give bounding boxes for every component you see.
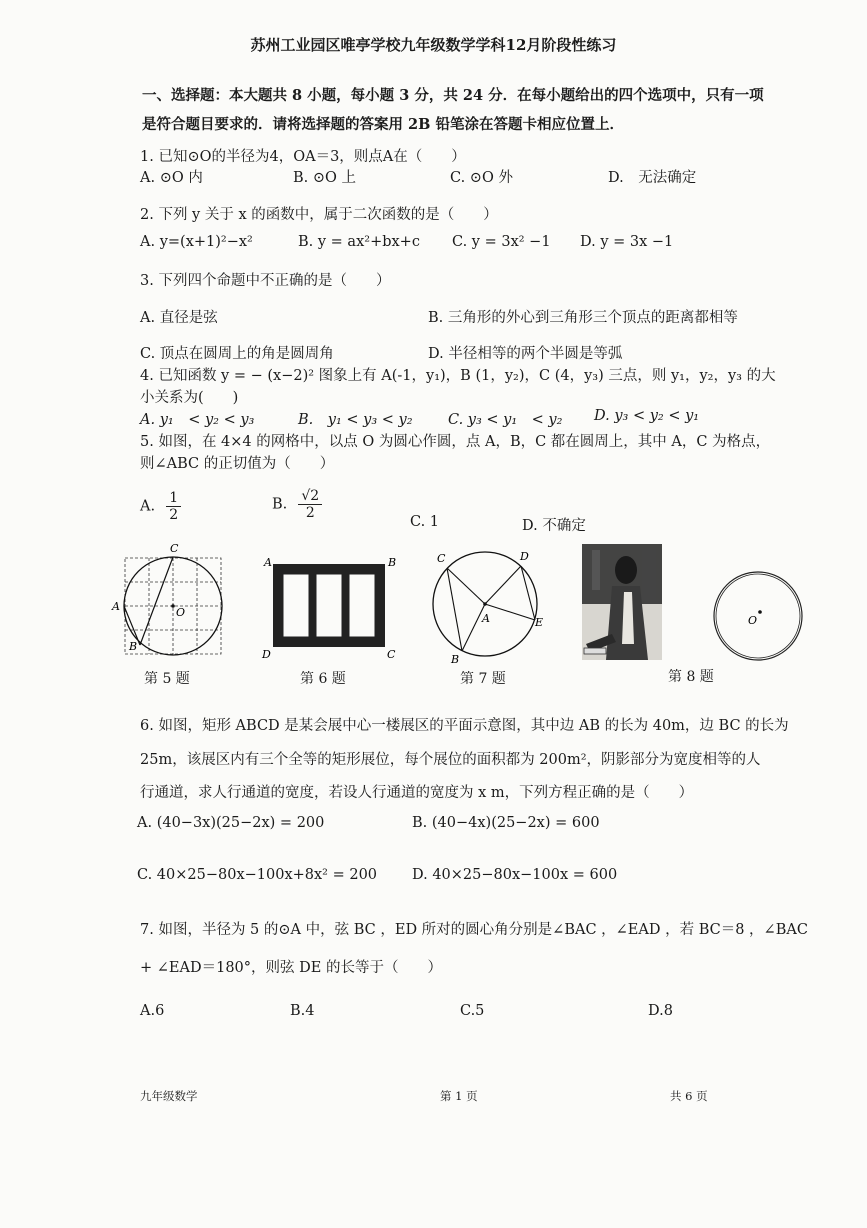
q4-line1: 4. 已知函数 y = − (x−2)² 图象上有 A(-1，y₁)，B (1，y₂)，C (4，y₃) 三点，则 y₁，y₂，y₃ 的大 (140, 368, 776, 384)
q6-line1: 6. 如图，矩形 ABCD 是某会展中心一楼展区的平面示意图，其中边 AB 的长为 40m，边 BC 的长为 (140, 718, 789, 734)
q4-option-b: B. y₁ < y₃ < y₂ (298, 412, 413, 428)
q7-line2: + ∠EAD＝180°，则弦 DE 的长等于（ ） (140, 960, 442, 976)
q7-option-c: C.5 (460, 1003, 485, 1019)
page-title: 苏州工业园区唯亭学校九年级数学学科12月阶段性练习 (250, 36, 617, 54)
figure-circle-o (710, 568, 808, 666)
q4-line2: 小关系为( ) (140, 390, 239, 406)
q2-option-d: D. y = 3x −1 (580, 234, 674, 250)
fig7-label-d: D (520, 550, 529, 563)
figure-5 (110, 540, 230, 660)
q3-option-a: A. 直径是弦 (140, 310, 218, 326)
figure-8-photo (582, 544, 662, 660)
q1-stem: 1. 已知⊙O的半径为4，OA＝3，则点A在（ ） (140, 149, 466, 165)
q1-option-a: A. ⊙O 内 (140, 170, 203, 186)
q1-option-c: C. ⊙O 外 (450, 170, 513, 186)
q6-line3: 行通道，求人行通道的宽度，若设人行通道的宽度为 x m，下列方程正确的是（ ） (140, 785, 694, 801)
q4-option-a: A. y₁ < y₂ < y₃ (140, 412, 255, 428)
q5-option-b-fraction (298, 488, 322, 521)
q7-line1: 7. 如图，半径为 5 的⊙A 中，弦 BC ，ED 所对的圆心角分别是∠BAC ，∠EAD ，若 BC＝8 ，∠BAC (140, 922, 808, 938)
fig6-label-d: D (262, 648, 271, 661)
section-instruction-line2: 是符合题目要求的．请将选择题的答案用 2B 铅笔涂在答题卡相应位置上． (142, 116, 624, 133)
q6-option-d: D. 40×25−80x−100x = 600 (412, 867, 618, 883)
q1-option-b: B. ⊙O 上 (293, 170, 357, 186)
fig7-label-a: A (482, 612, 490, 625)
fig7-label-c: C (437, 552, 446, 565)
q2-option-c: C. y = 3x² −1 (452, 234, 551, 250)
q5-line2: 则∠ABC 的正切值为（ ） (140, 456, 335, 472)
fig5-label-a: A (112, 600, 120, 613)
fraction-numerator: 1 (166, 490, 181, 507)
fig5-label-o: O (176, 606, 186, 619)
q5-option-a-fraction (166, 490, 181, 523)
q5-option-a (140, 490, 181, 523)
q7-option-b: B.4 (290, 1003, 315, 1019)
fig5-label-c: C (170, 542, 179, 555)
fig9-label-o: O (748, 614, 758, 627)
q6-option-b: B. (40−4x)(25−2x) = 600 (412, 815, 600, 831)
fig5-label-b: B (129, 640, 138, 653)
fig6-label-a: A (264, 556, 272, 569)
q2-option-b: B. y = ax²+bx+c (298, 234, 420, 250)
figure-6 (258, 552, 408, 662)
q5-option-a-label: A. (140, 498, 156, 515)
section-instruction-line1: 一、选择题：本大题共 8 小题，每小题 3 分，共 24 分．在每小题给出的四个选项中，只有一项 (142, 87, 764, 104)
figure-5-caption: 第 5 题 (144, 671, 190, 687)
fig6-label-c: C (387, 648, 396, 661)
q4-option-d: D. y₃ < y₂ < y₁ (594, 408, 700, 424)
q3-option-b: B. 三角形的外心到三角形三个顶点的距离都相等 (428, 310, 738, 326)
figure-7 (425, 540, 555, 665)
fraction-denominator: 2 (305, 505, 315, 521)
footer-subject: 九年级数学 (140, 1089, 198, 1103)
fraction-denominator: 2 (169, 507, 179, 523)
q7-option-d: D.8 (648, 1003, 673, 1019)
figure-7-caption: 第 7 题 (460, 671, 506, 687)
figure-8-caption: 第 8 题 (668, 669, 714, 685)
q3-option-c: C. 顶点在圆周上的角是圆周角 (140, 346, 334, 362)
q6-option-a: A. (40−3x)(25−2x) = 200 (137, 815, 325, 831)
q5-option-c: C. 1 (410, 514, 440, 530)
q2-stem: 2. 下列 y 关于 x 的函数中，属于二次函数的是（ ） (140, 207, 498, 223)
q5-option-b-label: B. (272, 496, 288, 513)
fraction-numerator: √2 (298, 488, 322, 505)
q1-option-d: D. 无法确定 (608, 170, 697, 186)
fig6-label-b: B (388, 556, 397, 569)
q5-option-d: D. 不确定 (522, 518, 586, 534)
footer-page-number: 第 1 页 (440, 1089, 478, 1103)
q5-option-b (272, 488, 322, 521)
q6-line2: 25m，该展区内有三个全等的矩形展位，每个展位的面积都为 200m²，阴影部分为宽度相等的人 (140, 752, 761, 768)
fig7-label-b: B (451, 653, 460, 665)
q7-option-a: A.6 (140, 1003, 165, 1019)
q6-option-c: C. 40×25−80x−100x+8x² = 200 (137, 867, 378, 883)
q3-stem: 3. 下列四个命题中不正确的是（ ） (140, 273, 391, 289)
q2-option-a: A. y=(x+1)²−x² (140, 234, 253, 250)
fig7-label-e: E (535, 616, 544, 629)
q5-line1: 5. 如图，在 4×4 的网格中，以点 O 为圆心作圆，点 A，B，C 都在圆周上，其中 A，C 为格点， (140, 434, 771, 450)
q3-option-d: D. 半径相等的两个半圆是等弧 (428, 346, 623, 362)
figure-6-caption: 第 6 题 (300, 671, 346, 687)
q4-option-c: C. y₃ < y₁ < y₂ (448, 412, 563, 428)
footer-total-pages: 共 6 页 (670, 1089, 708, 1103)
